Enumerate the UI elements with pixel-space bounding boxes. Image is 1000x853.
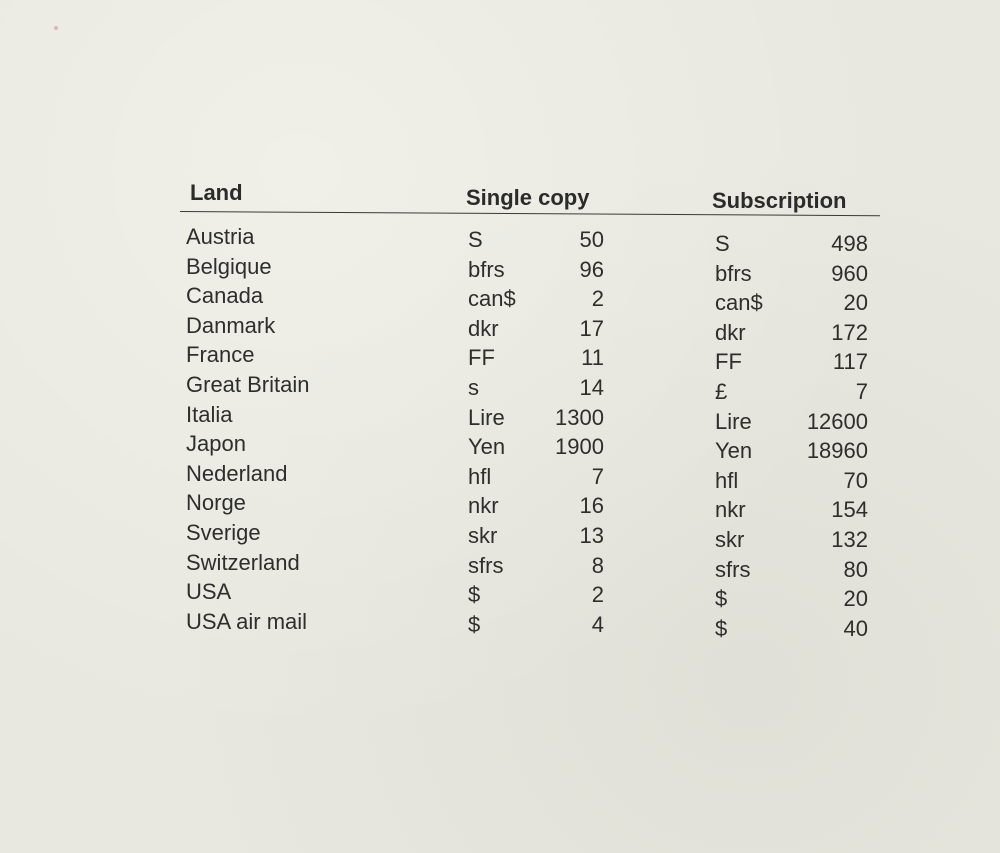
land-cell: Belgique (186, 253, 272, 279)
single-currency-cell: $ (468, 582, 481, 608)
single-currency-cell: $ (468, 611, 481, 637)
sub-price-cell: 12600 (806, 408, 868, 434)
table-row (180, 370, 880, 404)
table-row (180, 340, 880, 375)
table-row (180, 548, 880, 582)
land-cell: Danmark (186, 312, 276, 338)
table-row (180, 252, 880, 286)
sub-currency-cell: skr (715, 526, 745, 552)
sub-currency-cell: nkr (715, 497, 746, 523)
land-cell: Switzerland (186, 549, 300, 575)
table-row (180, 281, 880, 316)
single-currency-cell: s (468, 374, 479, 400)
land-cell: USA (186, 579, 232, 605)
single-price-cell: 1900 (555, 434, 604, 460)
table-row (180, 607, 880, 641)
table-row (180, 577, 880, 612)
sub-currency-cell: hfl (715, 467, 739, 493)
sub-currency-cell: S (715, 231, 730, 256)
sub-price-cell: 20 (843, 586, 868, 612)
table-body (180, 222, 880, 641)
table-row (180, 429, 880, 464)
table-row (180, 400, 880, 434)
sub-price-cell: 154 (831, 497, 868, 523)
sub-price-cell: 40 (843, 615, 868, 641)
land-cell: Canada (186, 283, 264, 309)
sub-price-cell: 7 (855, 378, 868, 404)
sub-price-cell: 172 (831, 319, 868, 345)
land-cell: Norge (186, 490, 246, 516)
header-land: Land (190, 180, 243, 205)
single-price-cell: 1300 (555, 404, 604, 430)
sub-currency-cell: sfrs (715, 556, 751, 582)
table-row (180, 222, 880, 256)
single-currency-cell: FF (468, 345, 495, 371)
sub-currency-cell: can$ (715, 290, 763, 316)
table-row (180, 459, 880, 493)
table-row (180, 488, 880, 523)
sub-price-cell: 117 (832, 349, 868, 375)
sub-price-cell: 18960 (806, 438, 868, 464)
land-cell: France (186, 342, 255, 368)
single-currency-cell: dkr (468, 315, 499, 341)
single-currency-cell: S (468, 227, 483, 252)
single-currency-cell: hfl (468, 463, 492, 489)
single-price-cell: 2 (591, 286, 604, 312)
land-cell: Sverige (186, 519, 261, 545)
land-cell: Nederland (186, 460, 288, 486)
land-cell: Great Britain (186, 371, 310, 397)
sub-price-cell: 20 (843, 290, 868, 316)
sub-price-cell: 80 (843, 556, 868, 582)
sub-currency-cell: $ (715, 615, 728, 641)
sub-currency-cell: dkr (715, 319, 746, 345)
header-single-copy: Single copy (466, 185, 590, 210)
table-row (180, 518, 880, 552)
single-price-cell: 7 (591, 463, 604, 489)
sub-price-cell: 132 (831, 526, 868, 552)
sub-price-cell: 498 (831, 231, 868, 256)
land-cell: USA air mail (186, 608, 308, 634)
single-price-cell: 16 (579, 493, 604, 519)
land-cell: Japon (186, 431, 246, 457)
single-currency-cell: Yen (468, 434, 506, 460)
sub-currency-cell: Lire (715, 408, 752, 434)
land-cell: Austria (186, 224, 255, 249)
single-currency-cell: skr (468, 522, 498, 548)
single-price-cell: 96 (579, 256, 604, 282)
sub-currency-cell: bfrs (715, 260, 752, 286)
single-currency-cell: sfrs (468, 552, 504, 578)
single-price-cell: 17 (579, 315, 604, 341)
single-currency-cell: nkr (468, 493, 499, 519)
table-header (180, 178, 880, 218)
sub-currency-cell: $ (715, 586, 728, 612)
sub-currency-cell: Yen (715, 438, 753, 464)
single-price-cell: 8 (591, 552, 604, 578)
single-price-cell: 14 (579, 374, 604, 400)
single-price-cell: 11 (581, 345, 604, 371)
single-currency-cell: can$ (468, 286, 516, 312)
header-subscription: Subscription (712, 188, 847, 213)
single-price-cell: 2 (591, 582, 604, 608)
sub-currency-cell: £ (715, 378, 728, 404)
sub-currency-cell: FF (715, 349, 742, 375)
sub-price-cell: 70 (843, 467, 868, 493)
single-price-cell: 50 (579, 227, 604, 252)
single-currency-cell: Lire (468, 404, 505, 430)
single-currency-cell: bfrs (468, 256, 505, 282)
single-price-cell: 13 (579, 522, 604, 548)
paper-speck (54, 26, 58, 30)
land-cell: Italia (186, 401, 233, 427)
price-table (180, 178, 880, 641)
table-row (180, 311, 880, 345)
single-price-cell: 4 (591, 611, 604, 637)
sub-price-cell: 960 (831, 260, 868, 286)
